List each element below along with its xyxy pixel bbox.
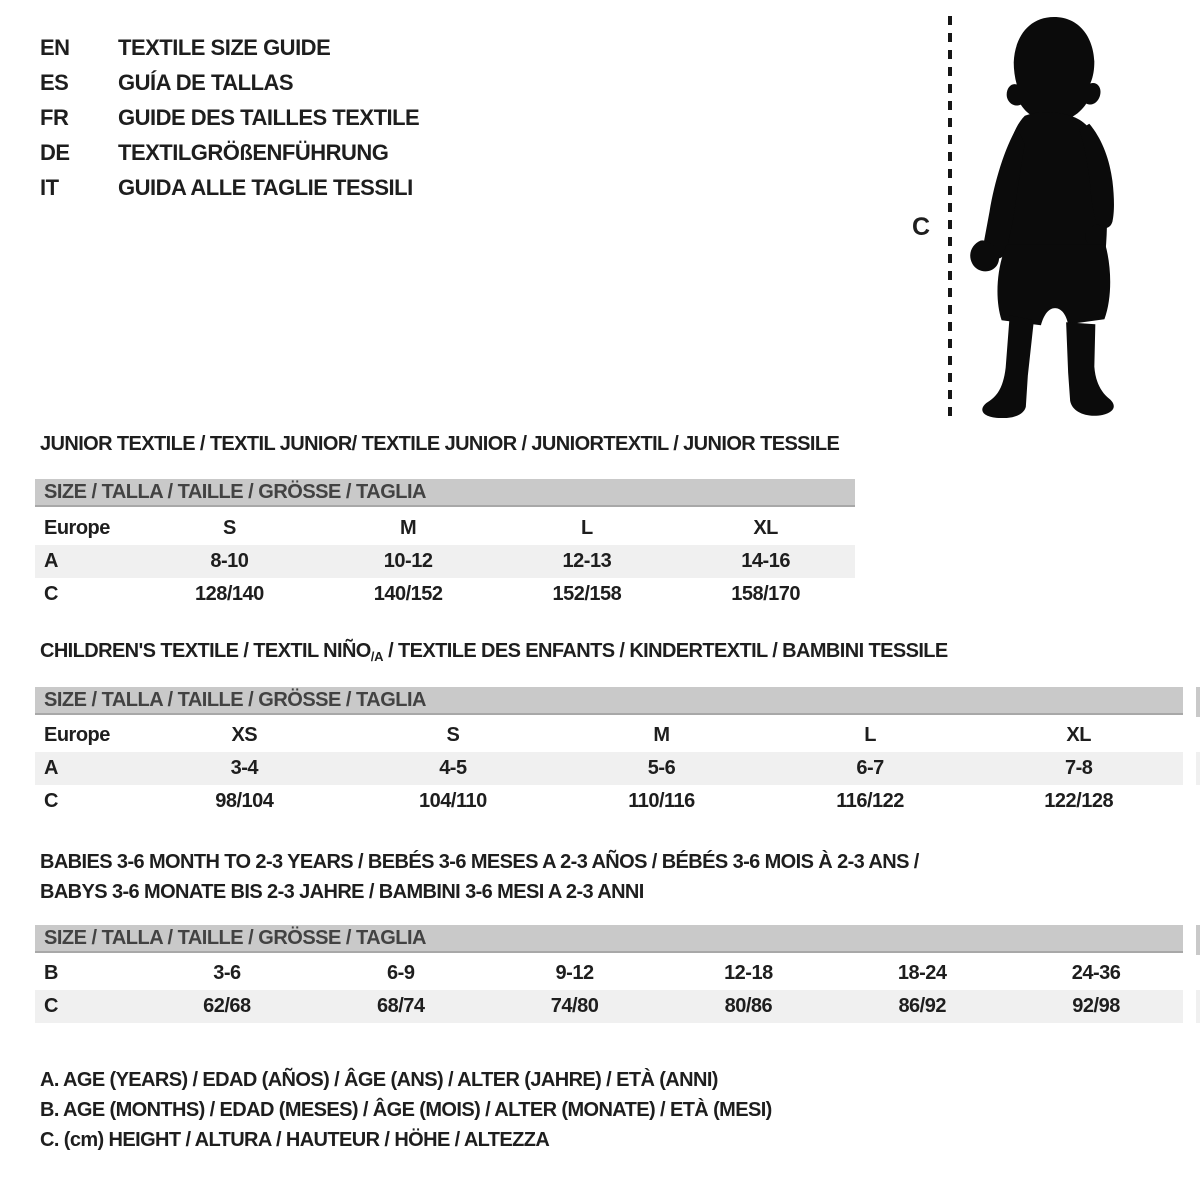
age-cell: 4-5 — [439, 757, 467, 779]
months-cell: 9-12 — [555, 962, 594, 984]
height-cell: 92/98 — [1072, 995, 1120, 1017]
age-cell: 10-12 — [383, 550, 433, 572]
toddler-silhouette-icon — [964, 15, 1136, 418]
table-edge-sliver — [1196, 752, 1200, 785]
height-cell: 98/104 — [215, 790, 274, 812]
language-list — [40, 30, 419, 205]
height-cell: 122/128 — [1044, 790, 1114, 812]
height-cell: 128/140 — [194, 583, 264, 605]
language-row-es — [40, 65, 419, 100]
height-cell: 158/170 — [731, 583, 801, 605]
language-code: ES — [40, 69, 69, 95]
language-row-fr — [40, 100, 419, 135]
children-row-europe — [35, 719, 1183, 752]
language-label: TEXTILE SIZE GUIDE — [118, 34, 331, 60]
language-label: TEXTILGRÖßENFÜHRUNG — [118, 139, 389, 165]
height-cell: 80/86 — [724, 995, 773, 1017]
children-title-sub: /A — [370, 649, 384, 664]
language-row-it — [40, 170, 419, 205]
row-label: C — [44, 995, 58, 1017]
language-code: EN — [40, 34, 70, 60]
height-cell: 116/122 — [836, 790, 904, 812]
language-label: GUIDA ALLE TAGLIE TESSILI — [118, 174, 413, 200]
age-cell: 14-16 — [741, 550, 790, 572]
language-label: GUÍA DE TALLAS — [118, 69, 294, 95]
age-cell: 8-10 — [210, 550, 249, 572]
size-cell: L — [581, 517, 593, 539]
children-size-header-bar: SIZE / TALLA / TAILLE / GRÖSSE / TAGLIA — [35, 687, 1183, 715]
months-cell: 24-36 — [1071, 962, 1121, 984]
age-cell: 12-13 — [562, 550, 612, 572]
size-cell: S — [222, 517, 236, 539]
age-cell: 7-8 — [1064, 757, 1093, 779]
height-cell: 74/80 — [550, 995, 599, 1017]
table-edge-sliver — [1196, 990, 1200, 1023]
size-cell: XL — [1066, 724, 1091, 746]
row-label: C — [44, 583, 58, 605]
babies-title-line1: BABIES 3-6 MONTH TO 2-3 YEARS / BEBÉS 3-6 MESES A 2-3 AÑOS / BÉBÉS 3-6 MOIS À 2-3 ANS / — [40, 851, 919, 873]
language-code: DE — [40, 139, 70, 165]
babies-row-height — [35, 990, 1183, 1023]
height-marker-label: C — [912, 213, 931, 241]
height-cell: 68/74 — [376, 995, 425, 1017]
language-code: IT — [40, 174, 59, 200]
size-cell: L — [864, 724, 876, 746]
footnote-height-cm: C. (cm) HEIGHT / ALTURA / HAUTEUR / HÖHE / ALTEZZA — [40, 1129, 550, 1151]
size-cell: XL — [753, 517, 778, 539]
size-cell: M — [400, 517, 417, 539]
months-cell: 3-6 — [213, 962, 241, 984]
language-code: FR — [40, 104, 69, 130]
height-cell: 110/116 — [628, 790, 695, 812]
row-label: A — [44, 550, 58, 572]
age-cell: 3-4 — [230, 757, 258, 779]
row-label: Europe — [44, 724, 110, 746]
babies-title-line2: BABYS 3-6 MONATE BIS 2-3 JAHRE / BAMBINI 3-6 MESI A 2-3 ANNI — [40, 881, 644, 903]
age-cell: 6-7 — [856, 757, 884, 779]
months-cell: 18-24 — [897, 962, 947, 984]
children-section-title — [40, 640, 948, 663]
height-dashed-line — [948, 16, 952, 416]
table-edge-sliver — [1196, 687, 1200, 717]
row-label: Europe — [44, 517, 110, 539]
height-cell: 152/158 — [552, 583, 622, 605]
junior-row-europe — [35, 512, 855, 545]
footnote-age-years: A. AGE (YEARS) / EDAD (AÑOS) / ÂGE (ANS) / ALTER (JAHRE) / ETÀ (ANNI) — [40, 1069, 718, 1091]
junior-row-age — [35, 545, 855, 578]
months-cell: 12-18 — [724, 962, 773, 984]
children-row-height — [35, 785, 1183, 818]
height-cell: 140/152 — [373, 583, 443, 605]
size-cell: XS — [231, 724, 258, 746]
row-label: A — [44, 757, 58, 779]
row-label: C — [44, 790, 58, 812]
height-cell: 86/92 — [898, 995, 946, 1017]
children-title-part2: / TEXTILE DES ENFANTS / KINDERTEXTIL / BAMBINI TESSILE — [383, 640, 948, 662]
babies-row-months — [35, 957, 1183, 990]
language-row-de — [40, 135, 419, 170]
height-cell: 104/110 — [419, 790, 487, 812]
junior-row-height — [35, 578, 855, 611]
size-cell: M — [653, 724, 670, 746]
junior-size-header-bar: SIZE / TALLA / TAILLE / GRÖSSE / TAGLIA — [35, 479, 855, 507]
footnote-age-months: B. AGE (MONTHS) / EDAD (MESES) / ÂGE (MOIS) / ALTER (MONATE) / ETÀ (MESI) — [40, 1099, 772, 1121]
table-edge-sliver — [1196, 925, 1200, 955]
height-cell: 62/68 — [203, 995, 251, 1017]
months-cell: 6-9 — [387, 962, 415, 984]
babies-section-title — [40, 847, 919, 907]
children-title-part1: CHILDREN'S TEXTILE / TEXTIL NIÑO — [40, 640, 371, 662]
age-cell: 5-6 — [647, 757, 676, 779]
junior-section-title: JUNIOR TEXTILE / TEXTIL JUNIOR/ TEXTILE JUNIOR / JUNIORTEXTIL / JUNIOR TESSILE — [40, 433, 840, 455]
language-row-en — [40, 30, 419, 65]
children-row-age — [35, 752, 1183, 785]
size-cell: S — [446, 724, 460, 746]
row-label: B — [44, 962, 58, 984]
babies-size-header-bar: SIZE / TALLA / TAILLE / GRÖSSE / TAGLIA — [35, 925, 1183, 953]
language-label: GUIDE DES TAILLES TEXTILE — [118, 104, 420, 130]
